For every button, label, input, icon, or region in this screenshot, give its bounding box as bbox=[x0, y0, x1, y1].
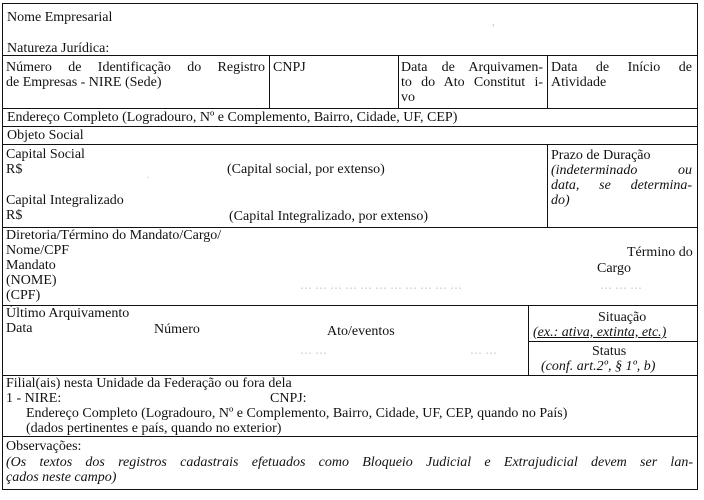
objeto-social-label: Objeto Social bbox=[7, 128, 84, 143]
diretoria-nome: (NOME) bbox=[6, 273, 57, 288]
diretoria-mandato: Mandato bbox=[6, 258, 56, 273]
endereco-label: Endereço Completo (Logradouro, Nº e Complemento, Bairro, Cidade, UF, CEP) bbox=[7, 110, 458, 125]
observacoes-label: Observações: bbox=[6, 439, 82, 454]
scan-mark: · bbox=[146, 170, 150, 184]
bleed-through-text: ⋯ ⋯ bbox=[300, 346, 327, 360]
rule bbox=[547, 55, 548, 108]
rule bbox=[2, 436, 698, 437]
diretoria-nome-cpf: Nome/CPF bbox=[6, 243, 70, 258]
ultimo-ato-label: Ato/eventos bbox=[327, 324, 395, 339]
capital-social-extenso: (Capital social, por extenso) bbox=[227, 162, 385, 177]
diretoria-cpf: (CPF) bbox=[6, 288, 41, 303]
ultimo-arquivamento-label: Último Arquivamento bbox=[6, 306, 130, 321]
capital-social-label: Capital Social bbox=[6, 147, 85, 162]
filial-endereco-line1: Endereço Completo (Logradouro, Nº e Complemento, Bairro, Cidade, UF, CEP, quando no País) bbox=[26, 406, 568, 421]
observacoes-hint-line1: (Os textos dos registros cadastrais efetuados como Bloqueio Judicial e Extrajudicial devem ser lan- bbox=[6, 455, 693, 470]
rule bbox=[269, 55, 270, 108]
bleed-through-text: ⋯ ⋯ ⋯ bbox=[600, 281, 642, 295]
diretoria-header: Diretoria/Término do Mandato/Cargo/ bbox=[6, 228, 222, 243]
natureza-juridica-label: Natureza Jurídica: bbox=[7, 41, 110, 56]
rule bbox=[2, 108, 698, 109]
observacoes-hint-line2: çados neste campo) bbox=[6, 470, 117, 485]
filial-cnpj-label: CNPJ: bbox=[270, 391, 307, 406]
rule bbox=[528, 341, 698, 342]
nire-label-line2: de Empresas - NIRE (Sede) bbox=[6, 75, 162, 90]
prazo-duracao-hint-line2: data, se determina- bbox=[551, 178, 692, 193]
termino-label-line1: Término do bbox=[627, 245, 693, 260]
termino-label-line2: Cargo bbox=[597, 261, 631, 276]
arquivamento-label-line3: vo bbox=[401, 90, 415, 105]
filial-header: Filial(ais) nesta Unidade da Federação ou fora dela bbox=[6, 376, 292, 391]
rule bbox=[2, 144, 698, 145]
arquivamento-label-line2: to do Ato Constitut i- bbox=[401, 75, 543, 90]
cnpj-label: CNPJ bbox=[273, 60, 306, 75]
situacao-hint: (ex.: ativa, extinta, etc.) bbox=[533, 325, 667, 340]
capital-integralizado-currency: R$ bbox=[6, 208, 23, 223]
capital-integralizado-extenso: (Capital Integralizado, por extenso) bbox=[229, 209, 429, 224]
status-label: Status bbox=[592, 344, 627, 359]
rule bbox=[547, 144, 548, 227]
prazo-duracao-hint-line1: (indeterminado ou bbox=[551, 163, 692, 178]
rule bbox=[2, 126, 698, 127]
prazo-duracao-label: Prazo de Duração bbox=[551, 148, 651, 163]
situacao-label: Situação bbox=[598, 310, 647, 325]
status-hint: (conf. art.2º, § 1º, b) bbox=[541, 359, 656, 374]
prazo-duracao-hint-line3: do) bbox=[551, 193, 570, 208]
filial-endereco-line2: (dados pertinentes e país, quando no exterior) bbox=[26, 421, 282, 436]
capital-integralizado-label: Capital Integralizado bbox=[6, 193, 124, 208]
rule bbox=[398, 55, 399, 108]
ultimo-numero-label: Número bbox=[154, 322, 200, 337]
ultimo-data-label: Data bbox=[6, 321, 33, 336]
nome-empresarial-label: Nome Empresarial bbox=[7, 10, 113, 25]
nire-label-line1: Número de Identificação do Registro bbox=[6, 60, 265, 75]
bleed-through-text: ⋯ ⋯ ⋯ ⋯ ⋯ ⋯ ⋯ ⋯ ⋯ ⋯ ⋯ bbox=[300, 281, 462, 295]
rule bbox=[528, 305, 529, 375]
scan-mark: , bbox=[492, 14, 495, 28]
bleed-through-text: ⋯ ⋯ bbox=[470, 346, 497, 360]
filial-nire-label: 1 - NIRE: bbox=[6, 391, 62, 406]
inicio-atividade-label-line2: Atividade bbox=[551, 75, 607, 90]
arquivamento-label-line1: Data de Arquivamen- bbox=[401, 60, 543, 75]
inicio-atividade-label-line1: Data de Início de bbox=[551, 60, 692, 75]
capital-social-currency: R$ bbox=[6, 162, 23, 177]
